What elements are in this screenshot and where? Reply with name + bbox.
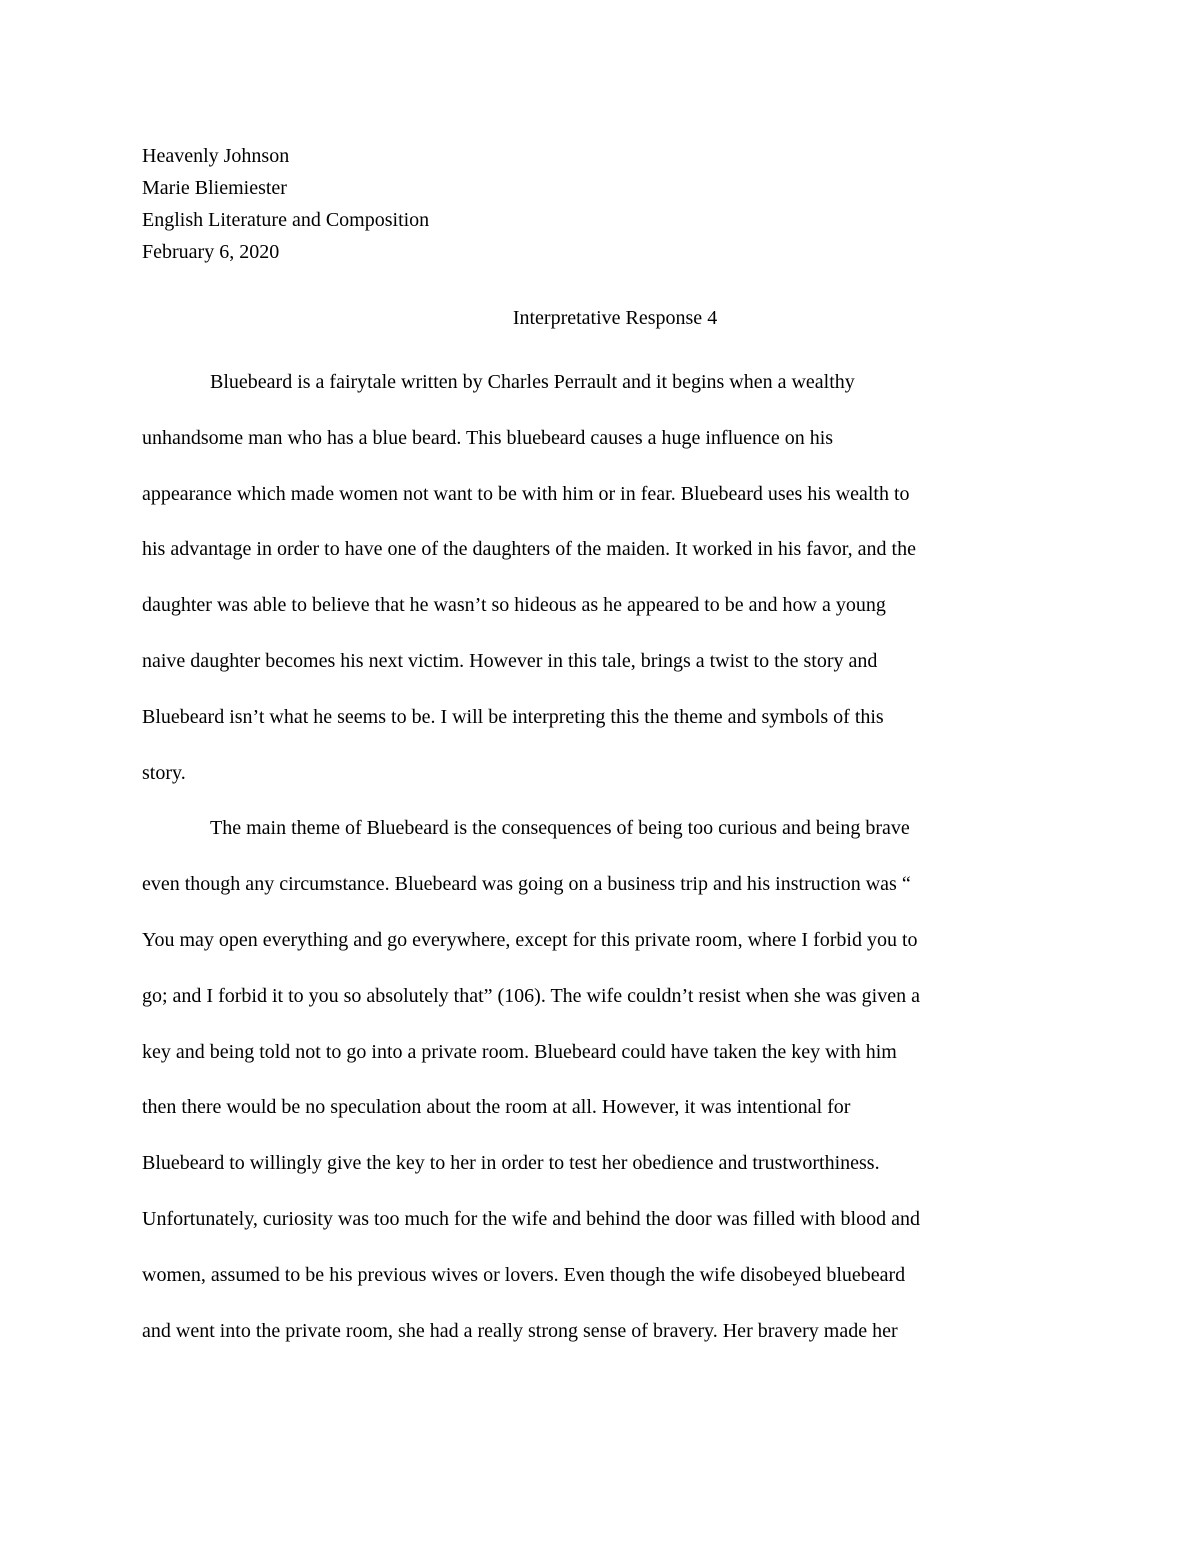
paragraph-1-line-5: daughter was able to believe that he wasn’t so hideous as he appeared to be and how a young	[142, 594, 886, 617]
paragraph-2-line-4: go; and I forbid it to you so absolutely that” (106). The wife couldn’t resist when she was given a	[142, 984, 920, 1007]
paragraph-1-line-4: his advantage in order to have one of the daughters of the maiden. It worked in his favor, and the	[142, 538, 916, 561]
paragraph-2-line-10: and went into the private room, she had a really strong sense of bravery. Her bravery made her	[142, 1319, 898, 1342]
document-heading	[142, 140, 429, 268]
paragraph-1-line-6: naive daughter becomes his next victim. However in this tale, brings a twist to the story and	[142, 649, 878, 672]
paragraph-1-line-1: Bluebeard is a fairytale written by Charles Perrault and it begins when a wealthy	[210, 371, 855, 393]
paragraph-2-line-9: women, assumed to be his previous wives or lovers. Even though the wife disobeyed bluebeard	[142, 1263, 906, 1286]
document-title: Interpretative Response 4	[512, 307, 718, 329]
paragraph-2-line-2: even though any circumstance. Bluebeard was going on a business trip and his instruction was “	[142, 873, 911, 896]
paragraph-2-line-7: Bluebeard to willingly give the key to her in order to test her obedience and trustworthiness.	[142, 1152, 880, 1175]
paragraph-2-line-3: You may open everything and go everywhere, except for this private room, where I forbid you to	[142, 928, 918, 951]
paragraph-1-line-7: Bluebeard isn’t what he seems to be. I will be interpreting this the theme and symbols of this	[142, 705, 884, 728]
document-date: February 6, 2020	[142, 241, 280, 263]
paragraph-2-line-8: Unfortunately, curiosity was too much for the wife and behind the door was filled with blood and	[142, 1207, 920, 1230]
student-name: Heavenly Johnson	[142, 145, 290, 167]
paragraph-2-line-5: key and being told not to go into a private room. Bluebeard could have taken the key with him	[142, 1040, 897, 1063]
paragraph-1-line-8: story.	[142, 761, 186, 784]
paragraph-1-line-3: appearance which made women not want to be with him or in fear. Bluebeard uses his wealth to	[142, 482, 910, 505]
paragraph-2-line-1: The main theme of Bluebeard is the consequences of being too curious and being brave	[210, 817, 910, 840]
course-name: English Literature and Composition	[142, 209, 430, 231]
document-body	[142, 366, 1072, 1370]
instructor-name: Marie Bliemiester	[142, 177, 287, 199]
paragraph-2-line-6: then there would be no speculation about the room at all. However, it was intentional for	[142, 1096, 851, 1119]
paragraph-1-line-2: unhandsome man who has a blue beard. This bluebeard causes a huge influence on his	[142, 426, 834, 449]
